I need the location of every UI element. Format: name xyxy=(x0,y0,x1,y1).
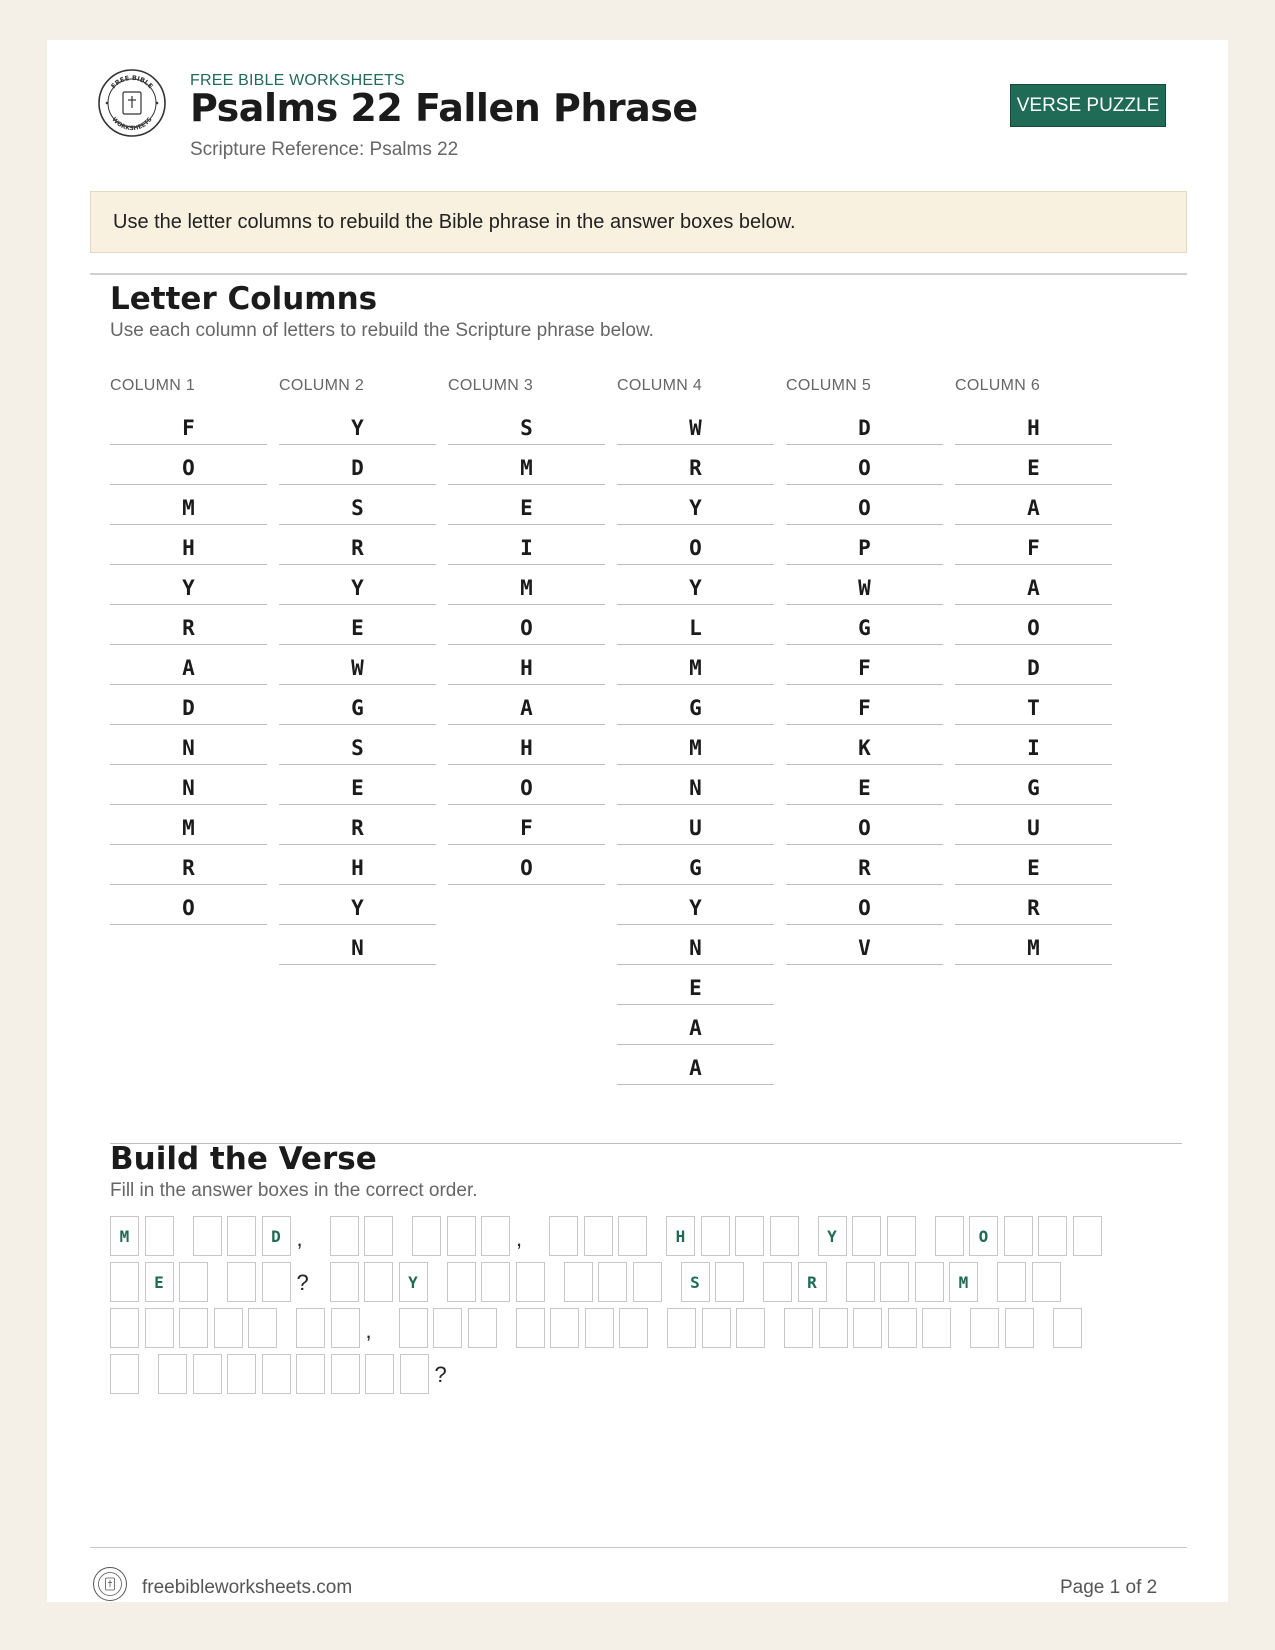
letter-columns-title: Letter Columns xyxy=(110,281,378,317)
letter-columns-grid xyxy=(110,377,1170,1080)
answer-box[interactable] xyxy=(564,1262,593,1302)
answer-box-hint[interactable]: Y xyxy=(818,1216,847,1256)
punctuation-mark: , xyxy=(296,1226,303,1251)
answer-box[interactable] xyxy=(735,1216,764,1256)
page-number: Page 1 of 2 xyxy=(1060,1577,1158,1598)
letter-cell: M xyxy=(617,725,774,765)
answer-box-hint[interactable]: O xyxy=(969,1216,998,1256)
answer-box[interactable] xyxy=(364,1216,393,1256)
letter-cell: E xyxy=(955,845,1112,885)
answer-box[interactable] xyxy=(819,1308,848,1348)
column-header: COLUMN 5 xyxy=(786,377,872,394)
answer-box[interactable] xyxy=(262,1262,291,1302)
letter-cell: N xyxy=(110,725,267,765)
letter-cell: O xyxy=(786,485,943,525)
letter-cell: A xyxy=(617,1045,774,1085)
footer-url: freebibleworksheets.com xyxy=(142,1577,353,1598)
answer-box[interactable] xyxy=(770,1216,799,1256)
letter-cell: N xyxy=(617,765,774,805)
letter-cell: N xyxy=(617,925,774,965)
letter-cell: S xyxy=(279,725,436,765)
worksheet-page xyxy=(47,40,1228,1602)
letter-cell: W xyxy=(617,405,774,445)
letter-cell: E xyxy=(617,965,774,1005)
answer-box[interactable] xyxy=(145,1308,174,1348)
letter-cell: U xyxy=(955,805,1112,845)
letter-cell: D xyxy=(110,685,267,725)
letter-cell: D xyxy=(955,645,1112,685)
letter-cell: G xyxy=(279,685,436,725)
build-verse-subtitle: Fill in the answer boxes in the correct order. xyxy=(110,1180,478,1201)
letter-cell: S xyxy=(279,485,436,525)
letter-cell: P xyxy=(786,525,943,565)
answer-box[interactable] xyxy=(598,1262,627,1302)
letter-cell: A xyxy=(617,1005,774,1045)
verse-puzzle-badge: VERSE PUZZLE xyxy=(1010,84,1166,127)
brand-label: FREE BIBLE WORKSHEETS xyxy=(190,72,405,89)
letter-column xyxy=(786,377,943,965)
answer-box[interactable] xyxy=(227,1262,256,1302)
answer-box[interactable] xyxy=(447,1216,476,1256)
letter-cell: N xyxy=(279,925,436,965)
answer-box[interactable] xyxy=(1038,1216,1067,1256)
answer-box[interactable] xyxy=(433,1308,462,1348)
logo-seal-icon xyxy=(97,68,167,138)
letter-cell: O xyxy=(448,845,605,885)
svg-text:FREE BIBLE: FREE BIBLE xyxy=(109,73,155,91)
answer-box[interactable] xyxy=(227,1216,256,1256)
letter-cell: E xyxy=(279,765,436,805)
answer-box[interactable] xyxy=(248,1308,277,1348)
letter-cell: W xyxy=(279,645,436,685)
letter-cell: M xyxy=(448,565,605,605)
letter-cell: M xyxy=(617,645,774,685)
letter-cell: M xyxy=(448,445,605,485)
answer-box[interactable] xyxy=(584,1216,613,1256)
letter-cell: O xyxy=(955,605,1112,645)
answer-box-hint[interactable]: E xyxy=(145,1262,174,1302)
letter-cell: O xyxy=(110,885,267,925)
answer-box[interactable] xyxy=(846,1262,875,1302)
answer-box[interactable] xyxy=(763,1262,792,1302)
letter-cell: F xyxy=(448,805,605,845)
letter-cell: O xyxy=(617,525,774,565)
letter-cell: F xyxy=(110,405,267,445)
answer-box[interactable] xyxy=(667,1308,696,1348)
answer-box-hint[interactable]: M xyxy=(949,1262,978,1302)
answer-box[interactable] xyxy=(179,1308,208,1348)
letter-cell: E xyxy=(786,765,943,805)
punctuation-mark: , xyxy=(516,1226,523,1251)
letter-cell: O xyxy=(786,445,943,485)
answer-box[interactable] xyxy=(915,1262,944,1302)
letter-cell: M xyxy=(110,805,267,845)
letter-cell: I xyxy=(955,725,1112,765)
answer-box[interactable] xyxy=(227,1354,256,1394)
answer-box[interactable] xyxy=(179,1262,208,1302)
answer-box[interactable] xyxy=(549,1216,578,1256)
answer-box[interactable] xyxy=(1005,1308,1034,1348)
answer-box[interactable] xyxy=(330,1216,359,1256)
answer-box[interactable] xyxy=(997,1262,1026,1302)
answer-box[interactable] xyxy=(618,1216,647,1256)
letter-cell: R xyxy=(110,605,267,645)
column-header: COLUMN 4 xyxy=(617,377,703,394)
answer-box[interactable] xyxy=(935,1216,964,1256)
letter-cell: A xyxy=(448,685,605,725)
answer-box[interactable] xyxy=(364,1262,393,1302)
letter-cell: O xyxy=(110,445,267,485)
answer-box-hint[interactable]: D xyxy=(262,1216,291,1256)
letter-cell: M xyxy=(955,925,1112,965)
letter-cell: G xyxy=(786,605,943,645)
answer-box[interactable] xyxy=(481,1216,510,1256)
answer-box[interactable] xyxy=(1073,1216,1102,1256)
answer-box-hint[interactable]: Y xyxy=(399,1262,428,1302)
letter-column xyxy=(617,377,774,1085)
letter-cell: R xyxy=(617,445,774,485)
answer-box[interactable] xyxy=(715,1262,744,1302)
answer-box[interactable] xyxy=(1032,1262,1061,1302)
answer-box[interactable] xyxy=(331,1308,360,1348)
letter-cell: R xyxy=(786,845,943,885)
answer-box[interactable] xyxy=(296,1354,325,1394)
answer-box[interactable] xyxy=(400,1354,429,1394)
footer-divider xyxy=(90,1547,1187,1548)
letter-cell: Y xyxy=(279,885,436,925)
answer-box[interactable] xyxy=(970,1308,999,1348)
letter-cell: A xyxy=(955,565,1112,605)
letter-cell: W xyxy=(786,565,943,605)
column-header: COLUMN 2 xyxy=(279,377,365,394)
letter-cell: A xyxy=(110,645,267,685)
answer-box[interactable] xyxy=(550,1308,579,1348)
letter-column xyxy=(279,377,436,965)
answer-box[interactable] xyxy=(516,1262,545,1302)
answer-box[interactable] xyxy=(852,1216,881,1256)
answer-box[interactable] xyxy=(399,1308,428,1348)
letter-cell: I xyxy=(448,525,605,565)
answer-box[interactable] xyxy=(633,1262,662,1302)
letter-cell: E xyxy=(955,445,1112,485)
answer-box[interactable] xyxy=(145,1216,174,1256)
answer-box-hint[interactable]: S xyxy=(681,1262,710,1302)
letter-cell: O xyxy=(786,805,943,845)
answer-box-hint[interactable]: H xyxy=(666,1216,695,1256)
letter-cell: G xyxy=(617,845,774,885)
answer-box[interactable] xyxy=(481,1262,510,1302)
letter-cell: O xyxy=(448,605,605,645)
answer-box[interactable] xyxy=(468,1308,497,1348)
answer-box[interactable] xyxy=(922,1308,951,1348)
answer-box[interactable] xyxy=(853,1308,882,1348)
letter-column xyxy=(448,377,605,885)
letter-cell: V xyxy=(786,925,943,965)
scripture-reference: Scripture Reference: Psalms 22 xyxy=(190,139,459,160)
answer-box[interactable] xyxy=(702,1308,731,1348)
answer-box[interactable] xyxy=(888,1308,917,1348)
answer-grid xyxy=(110,1216,1210,1446)
letter-cell: K xyxy=(786,725,943,765)
punctuation-mark: ? xyxy=(296,1270,309,1295)
letter-cell: R xyxy=(955,885,1112,925)
letter-cell: U xyxy=(617,805,774,845)
letter-cell: H xyxy=(448,645,605,685)
answer-box[interactable] xyxy=(516,1308,545,1348)
answer-box[interactable] xyxy=(412,1216,441,1256)
column-header: COLUMN 3 xyxy=(448,377,534,394)
answer-box[interactable] xyxy=(365,1354,394,1394)
answer-box[interactable] xyxy=(214,1308,243,1348)
answer-box[interactable] xyxy=(331,1354,360,1394)
answer-box[interactable] xyxy=(262,1354,291,1394)
letter-cell: D xyxy=(279,445,436,485)
letter-cell: G xyxy=(617,685,774,725)
letter-cell: E xyxy=(448,485,605,525)
answer-box[interactable] xyxy=(110,1354,139,1394)
letter-cell: Y xyxy=(279,405,436,445)
letter-cell: T xyxy=(955,685,1112,725)
letter-cell: R xyxy=(279,525,436,565)
footer-logo-icon xyxy=(92,1566,128,1602)
answer-box-hint[interactable]: R xyxy=(798,1262,827,1302)
punctuation-mark: ? xyxy=(434,1362,447,1387)
answer-box[interactable] xyxy=(701,1216,730,1256)
divider xyxy=(90,273,1187,275)
page-title: Psalms 22 Fallen Phrase xyxy=(190,86,698,130)
answer-box-hint[interactable]: M xyxy=(110,1216,139,1256)
letter-cell: Y xyxy=(617,565,774,605)
answer-box[interactable] xyxy=(110,1262,139,1302)
answer-box[interactable] xyxy=(880,1262,909,1302)
letter-cell: R xyxy=(110,845,267,885)
letter-cell: F xyxy=(786,685,943,725)
answer-box[interactable] xyxy=(193,1354,222,1394)
letter-cell: F xyxy=(786,645,943,685)
letter-cell: H xyxy=(279,845,436,885)
letter-column xyxy=(110,377,267,925)
punctuation-mark: , xyxy=(365,1318,372,1343)
letter-cell: G xyxy=(955,765,1112,805)
letter-cell: N xyxy=(110,765,267,805)
letter-cell: A xyxy=(955,485,1112,525)
svg-text:WORKSHEETS: WORKSHEETS xyxy=(110,116,154,133)
letter-cell: O xyxy=(786,885,943,925)
letter-cell: Y xyxy=(110,565,267,605)
letter-cell: D xyxy=(786,405,943,445)
letter-cell: R xyxy=(279,805,436,845)
answer-box[interactable] xyxy=(585,1308,614,1348)
column-header: COLUMN 6 xyxy=(955,377,1041,394)
answer-box[interactable] xyxy=(330,1262,359,1302)
letter-cell: M xyxy=(110,485,267,525)
column-header: COLUMN 1 xyxy=(110,377,196,394)
answer-box[interactable] xyxy=(296,1308,325,1348)
build-verse-title: Build the Verse xyxy=(110,1141,377,1177)
letter-cell: O xyxy=(448,765,605,805)
letter-cell: Y xyxy=(617,885,774,925)
answer-box[interactable] xyxy=(158,1354,187,1394)
answer-box[interactable] xyxy=(1053,1308,1082,1348)
answer-box[interactable] xyxy=(110,1308,139,1348)
answer-box[interactable] xyxy=(1004,1216,1033,1256)
letter-cell: H xyxy=(448,725,605,765)
letter-columns-subtitle: Use each column of letters to rebuild the Scripture phrase below. xyxy=(110,320,654,341)
letter-cell: Y xyxy=(279,565,436,605)
answer-box[interactable] xyxy=(193,1216,222,1256)
answer-box[interactable] xyxy=(784,1308,813,1348)
letter-cell: F xyxy=(955,525,1112,565)
answer-box[interactable] xyxy=(619,1308,648,1348)
letter-column xyxy=(955,377,1112,965)
letter-cell: H xyxy=(110,525,267,565)
letter-cell: Y xyxy=(617,485,774,525)
letter-cell: E xyxy=(279,605,436,645)
answer-box[interactable] xyxy=(887,1216,916,1256)
letter-cell: H xyxy=(955,405,1112,445)
answer-box[interactable] xyxy=(736,1308,765,1348)
answer-box[interactable] xyxy=(447,1262,476,1302)
instructions-banner: Use the letter columns to rebuild the Bible phrase in the answer boxes below. xyxy=(90,191,1187,253)
letter-cell: L xyxy=(617,605,774,645)
letter-cell: S xyxy=(448,405,605,445)
